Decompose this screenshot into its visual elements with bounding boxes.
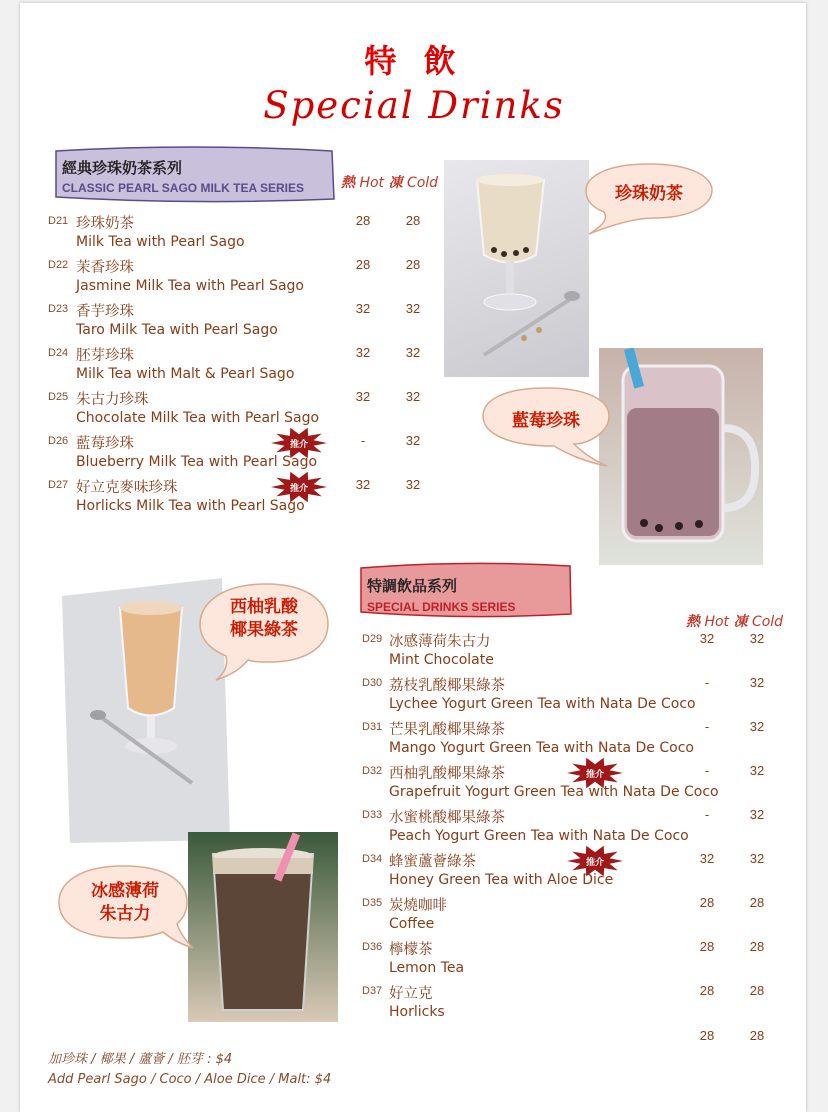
item-name-en: Coffee (389, 916, 435, 932)
add-on-note-zh: 加珍珠 / 椰果 / 蘆薈 / 胚芽 : $4 (48, 1052, 233, 1067)
blueberry-drink-photo (599, 348, 763, 565)
item-code: D30 (362, 677, 383, 689)
grapefruit-bubble-line2: 椰果綠茶 (230, 620, 298, 640)
hot-label-zh: 熱 (341, 175, 355, 191)
recommend-badge (270, 426, 328, 460)
recommend-badge-text: 推介 (585, 770, 604, 780)
cold-label-zh: 凍 (388, 175, 403, 191)
cold-price: 32 (405, 433, 421, 448)
item-code: D36 (362, 941, 383, 953)
item-code: D21 (48, 215, 69, 227)
hot-label-zh: 熱 (686, 614, 700, 630)
item-code: D35 (362, 897, 383, 909)
section2-hot-cold-header (686, 611, 783, 631)
item-name-zh: 冰感薄荷朱古力 (389, 634, 491, 650)
hot-price: - (704, 675, 710, 690)
cold-price: 28 (749, 983, 765, 998)
cold-price: 28 (405, 213, 421, 228)
cold-price: 32 (405, 389, 421, 404)
classic-series-banner (52, 145, 337, 205)
recommend-badge-text: 推介 (585, 858, 604, 868)
cold-label-zh: 凍 (733, 614, 748, 630)
recommend-badge-text: 推介 (289, 440, 308, 450)
hot-price: - (704, 763, 710, 778)
cold-price: 28 (749, 895, 765, 910)
cold-price: 32 (405, 477, 421, 492)
item-code: D24 (48, 347, 69, 359)
hot-price: 28 (355, 257, 371, 272)
item-name-zh: 檸檬茶 (389, 942, 433, 958)
item-name-zh: 好立克麥味珍珠 (76, 480, 178, 496)
item-name-zh: 荔枝乳酸椰果綠茶 (389, 678, 505, 694)
classic-series-title-en: CLASSIC PEARL SAGO MILK TEA SERIES (62, 181, 305, 195)
hot-price: 32 (699, 851, 715, 866)
pearl-milk-tea-bubble (584, 160, 714, 238)
item-code: D29 (362, 633, 383, 645)
item-name-en: Mango Yogurt Green Tea with Nata De Coco (389, 740, 694, 756)
recommend-badge (566, 844, 624, 878)
cold-price: 32 (749, 719, 765, 734)
item-name-zh: 西柚乳酸椰果綠茶 (389, 766, 505, 782)
item-code: D37 (362, 985, 383, 997)
hot-price: 32 (355, 477, 371, 492)
grapefruit-bubble-text (196, 596, 332, 642)
hot-price: 32 (699, 631, 715, 646)
cold-price: 28 (749, 939, 765, 954)
item-code: D32 (362, 765, 383, 777)
special-series-title-zh: 特調飲品系列 (367, 577, 458, 595)
item-code: D27 (48, 479, 69, 491)
item-name-en: Jasmine Milk Tea with Pearl Sago (76, 278, 304, 294)
hot-price: 32 (355, 389, 371, 404)
item-name-en: Milk Tea with Malt & Pearl Sago (76, 366, 295, 382)
item-name-zh: 珍珠奶茶 (76, 216, 134, 232)
grapefruit-bubble (196, 580, 332, 684)
item-name-en: Lychee Yogurt Green Tea with Nata De Coco (389, 696, 696, 712)
hot-price: - (360, 433, 366, 448)
item-name-en: Milk Tea with Pearl Sago (76, 234, 245, 250)
item-code: D26 (48, 435, 69, 447)
cold-price: 28 (405, 257, 421, 272)
hot-price: 32 (355, 345, 371, 360)
item-name-en: Blueberry Milk Tea with Pearl Sago (76, 454, 318, 470)
cold-price: 32 (749, 763, 765, 778)
item-code: D33 (362, 809, 383, 821)
cold-label-en: Cold (751, 614, 784, 630)
item-code: D34 (362, 853, 383, 865)
item-name-en: Grapefruit Yogurt Green Tea with Nata De Coco (389, 784, 719, 800)
classic-series-title-zh: 經典珍珠奶茶系列 (62, 159, 183, 177)
item-name-zh: 香芋珍珠 (76, 304, 134, 320)
blueberry-bubble-text: 藍莓珍珠 (512, 411, 580, 431)
cold-price: 32 (749, 851, 765, 866)
hot-price: 28 (699, 983, 715, 998)
cold-price: 32 (405, 345, 421, 360)
recommend-badge-text: 推介 (289, 484, 308, 494)
mint-bubble-line2: 朱古力 (99, 904, 151, 924)
hot-price: 32 (355, 301, 371, 316)
item-name-zh: 藍莓珍珠 (76, 436, 134, 452)
hot-label-en: Hot (359, 175, 385, 191)
title-english: Special Drinks (263, 84, 565, 127)
cold-label-en: Cold (406, 175, 439, 191)
hot-price: 28 (699, 895, 715, 910)
cold-price: 32 (749, 631, 765, 646)
item-name-zh: 胚芽珍珠 (76, 348, 134, 364)
item-name-zh: 茉香珍珠 (76, 260, 134, 276)
item-name-en: Chocolate Milk Tea with Pearl Sago (76, 410, 320, 426)
item-name-zh: 芒果乳酸椰果綠茶 (389, 722, 505, 738)
recommend-badge (566, 756, 624, 790)
hot-price: 28 (355, 213, 371, 228)
pearl-milk-tea-bubble-text: 珍珠奶茶 (615, 184, 683, 204)
pearl-milk-tea-photo (444, 160, 589, 377)
item-name-en: Horlicks Milk Tea with Pearl Sago (76, 498, 305, 514)
section1-hot-cold-header (341, 172, 438, 192)
mint-bubble-line1: 冰感薄荷 (91, 881, 159, 901)
hot-price: - (704, 719, 710, 734)
extra-hot-price: 28 (699, 1028, 715, 1043)
hot-price: - (704, 807, 710, 822)
extra-cold-price: 28 (749, 1028, 765, 1043)
item-code: D22 (48, 259, 69, 271)
item-name-zh: 朱古力珍珠 (76, 392, 149, 408)
blueberry-bubble (479, 384, 613, 468)
item-name-en: Taro Milk Tea with Pearl Sago (76, 322, 278, 338)
item-name-en: Lemon Tea (389, 960, 465, 976)
grapefruit-bubble-line1: 西柚乳酸 (230, 597, 298, 617)
item-name-en: Horlicks (389, 1004, 445, 1020)
recommend-badge (270, 470, 328, 504)
cold-price: 32 (749, 807, 765, 822)
item-code: D31 (362, 721, 383, 733)
mint-chocolate-photo (188, 832, 338, 1022)
hot-label-en: Hot (704, 614, 730, 630)
item-name-en: Peach Yogurt Green Tea with Nata De Coco (389, 828, 689, 844)
cold-price: 32 (749, 675, 765, 690)
mint-chocolate-bubble-text (55, 880, 195, 926)
item-name-zh: 炭燒咖啡 (389, 898, 447, 914)
special-series-banner (358, 562, 574, 620)
mint-chocolate-bubble (55, 862, 195, 952)
title-chinese: 特 飲 (364, 42, 464, 80)
item-name-en: Mint Chocolate (389, 652, 494, 668)
add-on-note-en: Add Pearl Sago / Coco / Aloe Dice / Malt: $4 (48, 1072, 332, 1087)
hot-price: 28 (699, 939, 715, 954)
item-name-en: Honey Green Tea with Aloe Dice (389, 872, 614, 888)
item-name-zh: 水蜜桃酸椰果綠茶 (389, 810, 505, 826)
item-code: D23 (48, 303, 69, 315)
special-series-title-en: SPECIAL DRINKS SERIES (367, 600, 516, 614)
item-name-zh: 蜂蜜蘆薈綠茶 (389, 854, 476, 870)
cold-price: 32 (405, 301, 421, 316)
item-name-zh: 好立克 (389, 986, 433, 1002)
item-code: D25 (48, 391, 69, 403)
